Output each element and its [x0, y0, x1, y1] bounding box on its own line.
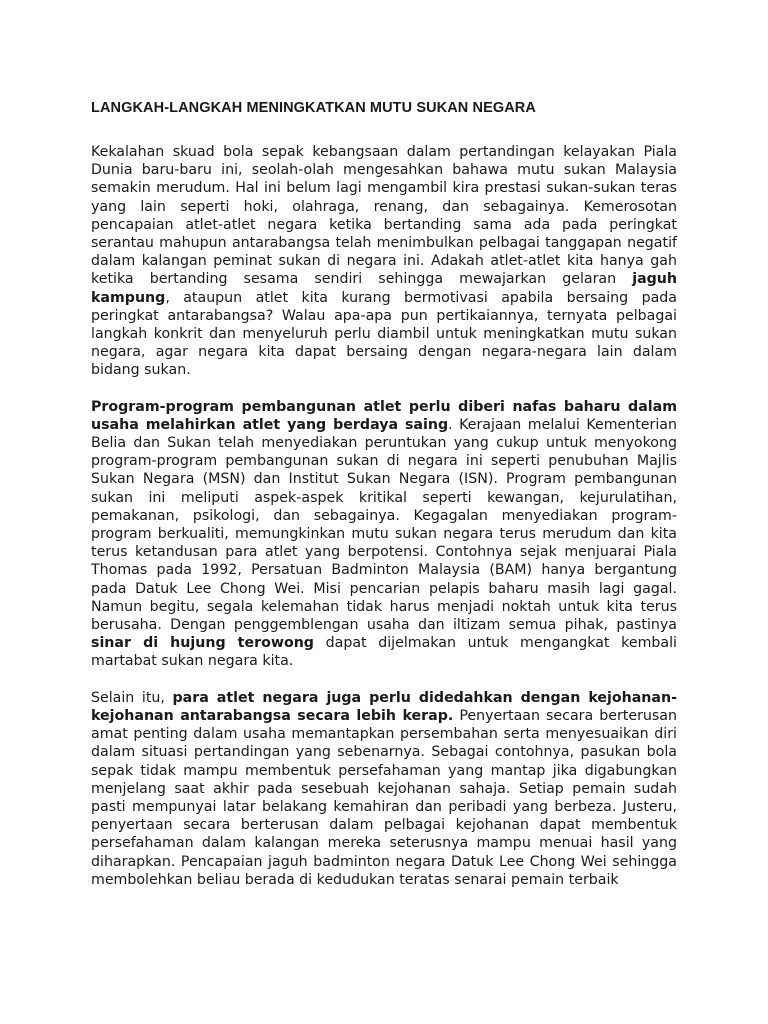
paragraph-text: . Kerajaan melalui Kementerian Belia dan Sukan telah menyediakan peruntukan yang cukup untuk menyokong program-program pembangunan sukan di negara ini seperti penubuhan Majlis Sukan Negara (MSN) dan Institut Sukan Negara (ISN). Program pembangunan sukan ini meliputi aspek-aspek kritikal seperti kewangan, kejurulatihan, pemakanan, psikologi, dan sebagainya. Kegagalan menyediakan program-program berkualiti, memungkinkan mutu sukan negara terus merudum dan kita terus ketandusan para atlet yang berpotensi. Contohnya sejak menjuarai Piala Thomas pada 1992, Persatuan Badminton Malaysia (BAM) hanya bergantung pada Datuk Lee Chong Wei. Misi pencarian pelapis baharu masih lagi gagal. Namun begitu, segala kelemahan tidak harus menjadi noktah untuk kita terus berusaha. Dengan penggemblengan usaha dan iltizam semua pihak, pastinya: [91, 416, 677, 634]
paragraph-text: Kekalahan skuad bola sepak kebangsaan dalam pertandingan kelayakan Piala Dunia baru-baru ini, seolah-olah mengesahkan bahawa mutu sukan Malaysia semakin merudum. Hal ini belum lagi mengambil kira prestasi sukan-sukan teras yang lain seperti hoki, olahraga, renang, dan sebagainya. Kemerosotan pencapaian atlet-atlet negara ketika bertanding sama ada pada peringkat serantau mahupun antarabangsa telah menimbulkan pelbagai tanggapan negatif dalam kalangan peminat sukan di negara ini. Adakah atlet-atlet kita hanya gah ketika bertanding sesama sendiri sehingga mewajarkan gelaran: [91, 144, 677, 288]
paragraph-text: , ataupun atlet kita kurang bermotivasi apabila bersaing pada peringkat antarabangsa? Walau apa-apa pun pertikaiannya, ternyata pelbagai langkah konkrit dan menyeluruh perlu diambil untuk meningkatkan mutu sukan negara, agar negara kita dapat bersaing dengan negara-negara lain dalam bidang sukan.: [91, 289, 677, 379]
paragraph-international-exposure: [91, 689, 677, 889]
paragraph-text: dapat dijelmakan untuk mengangkat kembali martabat sukan negara kita.: [91, 635, 678, 670]
paragraph-introduction: [91, 143, 677, 380]
bold-phrase: sinar di hujung terowong: [91, 635, 314, 652]
paragraph-text: Penyertaan secara berterusan amat penting dalam usaha memantapkan persembahan serta menyesuaikan diri dalam situasi pertandingan yang sebenarnya. Sebagai contohnya, pasukan bola sepak tidak mampu membentuk persefahaman yang mantap jika digabungkan menjelang saat akhir pada sesebuah kejohanan sahaja. Setiap pemain sudah pasti mempunyai latar belakang kemahiran dan peribadi yang berbeza. Justeru, penyertaan secara berterusan dalam pelbagai kejohanan dapat membentuk persefahaman dalam kalangan mereka seterusnya mampu menuai hasil yang diharapkan. Pencapaian jaguh badminton negara Datuk Lee Chong Wei sehingga membolehkan beliau berada di kedudukan teratas senarai pemain terbaik: [91, 707, 677, 888]
topic-sentence: para atlet negara juga perlu didedahkan dengan kejohanan-kejohanan antarabangsa secara lebih kerap.: [91, 689, 677, 724]
topic-sentence: Program-program pembangunan atlet perlu diberi nafas baharu dalam usaha melahirkan atlet yang berdaya saing: [91, 398, 677, 433]
document-title: LANGKAH-LANGKAH MENINGKATKAN MUTU SUKAN NEGARA: [91, 100, 536, 116]
bold-phrase: jaguh kampung: [91, 271, 677, 306]
paragraph-development-programs: [91, 398, 677, 671]
paragraph-text: Selain itu,: [91, 689, 173, 706]
document-page: [91, 99, 677, 889]
